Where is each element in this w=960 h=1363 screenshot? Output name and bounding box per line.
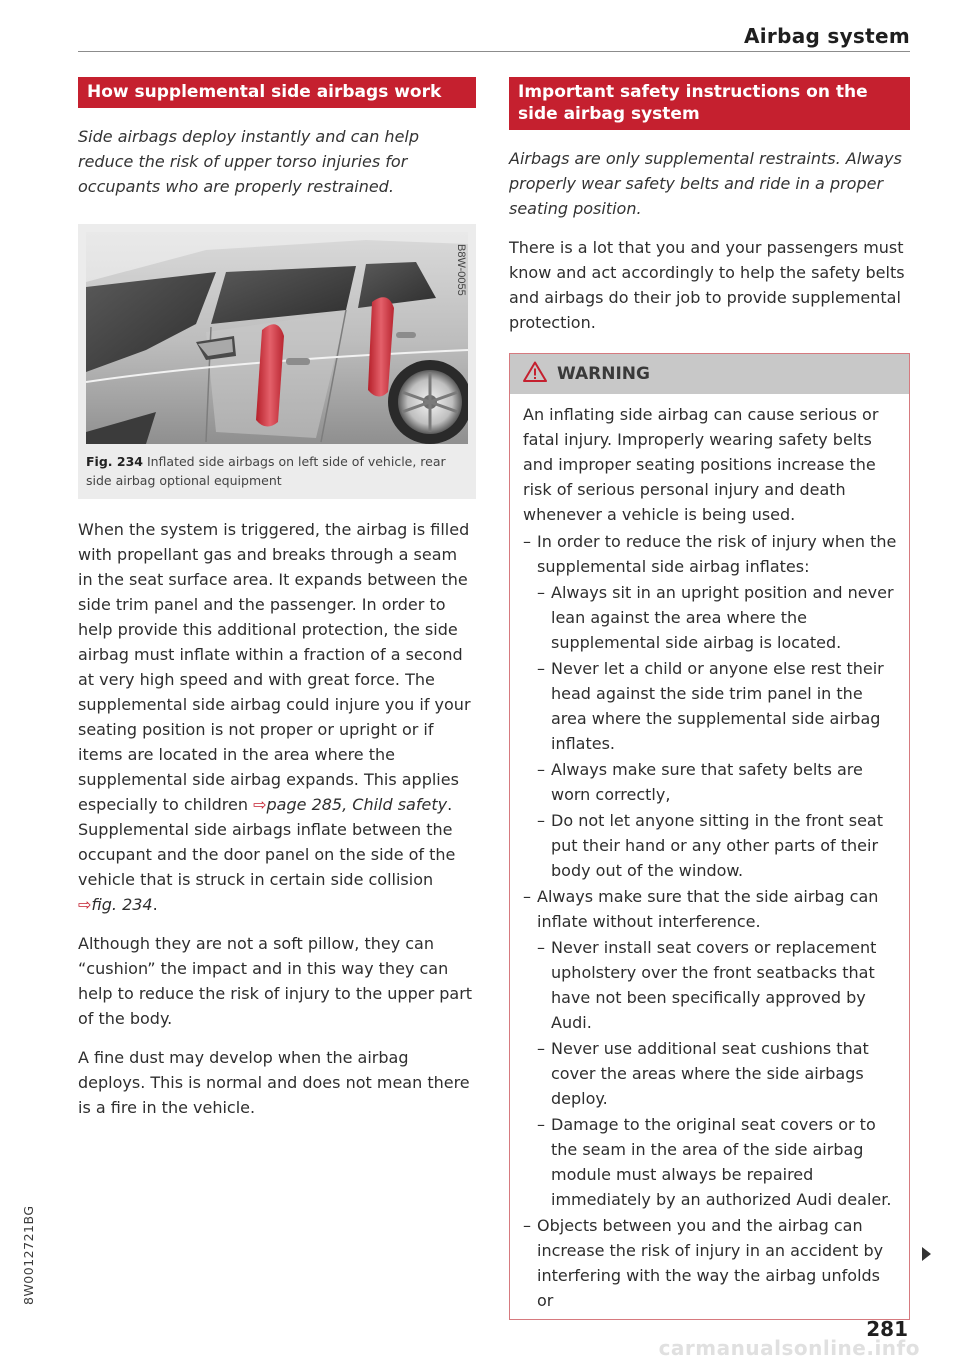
figure-caption	[86, 452, 468, 490]
document-code: 8W0012721BG	[21, 1205, 36, 1305]
list-item: – Damage to the original seat covers or to the seam in the area of the side airbag module must always be repaired immediately by an authorized Audi dealer.	[537, 1112, 897, 1212]
arrow-icon: ⇨	[78, 895, 92, 914]
list-item: – Never install seat covers or replacement upholstery over the front seatbacks that have not been specifically approved by Audi.	[537, 935, 897, 1035]
figure-caption-text: Inflated side airbags on left side of vehicle, rear side airbag optional equipment	[86, 454, 446, 488]
warning-header	[510, 354, 909, 394]
figure-label: Fig. 234	[86, 454, 143, 469]
list-item	[523, 884, 897, 1212]
warning-box	[509, 353, 910, 1320]
paragraph-text: . Supplemental side airbags inflate between the occupant and the door panel on the side of the vehicle that is struck in certain side collision	[78, 795, 456, 889]
section-intro: Airbags are only supplemental restraints. Always properly wear safety belts and ride in a proper seating position.	[509, 149, 902, 218]
paragraph-cushion: Although they are not a soft pillow, they can “cushion” the impact and in this way they can help to reduce the risk of injury to the upper part of the body.	[78, 934, 473, 1028]
car-airbag-illustration	[86, 232, 468, 444]
paragraph-passengers: There is a lot that you and your passengers must know and act accordingly to help the safety belts and airbags do their job to provide supplemental protection.	[509, 238, 905, 332]
warning-body	[510, 394, 909, 1319]
continued-arrow-icon	[922, 1247, 931, 1261]
figure-code: B8W-0055	[455, 244, 467, 296]
list-item: – Do not let anyone sitting in the front seat put their hand or any other parts of their body out of the window.	[537, 808, 897, 883]
paragraph-text: .	[152, 895, 158, 914]
running-header: Airbag system	[744, 24, 910, 48]
paragraph-text: When the system is triggered, the airbag is filled with propellant gas and breaks through a seam in the seat surface area. It expands between the side trim panel and the passenger. In order to help provide this additional protection, the side airbag must inflate within a fraction of a second at very high speed and with great force. The supplemental side airbag could injure you if your seating position is not proper or upright or if items are located in the area where the supplemental side airbag expands. This applies especially to children	[78, 520, 471, 814]
link-fig-234[interactable]: fig. 234	[91, 895, 153, 914]
section-heading-safety-instructions: Important safety instructions on the side airbag system	[509, 77, 910, 130]
list-item: – Objects between you and the airbag can increase the risk of injury in an accident by interfering with the way the airbag unfolds or	[523, 1213, 897, 1313]
list-item: – Always make sure that safety belts are worn correctly,	[537, 757, 897, 807]
warning-title: WARNING	[557, 364, 650, 384]
list-item	[523, 529, 897, 883]
list-item: – Never let a child or anyone else rest their head against the side trim panel in the area where the supplemental side airbag inflates.	[537, 656, 897, 756]
section-intro: Side airbags deploy instantly and can help reduce the risk of upper torso injuries for occupants who are properly restrained.	[78, 127, 420, 196]
list-item: – Never use additional seat cushions that cover the areas where the side airbags deploy.	[537, 1036, 897, 1111]
watermark: carmanualsonline.info	[658, 1336, 920, 1360]
section-heading-side-airbags: How supplemental side airbags work	[78, 77, 476, 108]
warning-text: An inflating side airbag can cause serious or fatal injury. Improperly wearing safety belts and improper seating positions increase the risk of serious personal injury and death whenever a vehicle is being used.	[523, 405, 879, 524]
figure-234	[78, 224, 476, 499]
warning-list	[523, 529, 897, 1313]
list-item: – Always sit in an upright position and never lean against the area where the supplemental side airbag is located.	[537, 580, 897, 655]
right-column	[509, 77, 910, 1320]
warning-triangle-icon	[523, 361, 547, 387]
header-rule	[78, 51, 910, 52]
arrow-icon: ⇨	[253, 795, 267, 814]
page-number: 281	[866, 1317, 908, 1341]
link-child-safety[interactable]: page 285, Child safety	[266, 795, 448, 814]
left-column	[78, 77, 476, 1120]
paragraph-dust: A fine dust may develop when the airbag deploys. This is normal and does not mean there is a fire in the vehicle.	[78, 1048, 470, 1117]
paragraph-triggered	[78, 517, 476, 917]
list-item-text: Always make sure that the side airbag can inflate without interference.	[537, 887, 879, 931]
list-item-text: In order to reduce the risk of injury when the supplemental side airbag inflates:	[537, 532, 897, 576]
